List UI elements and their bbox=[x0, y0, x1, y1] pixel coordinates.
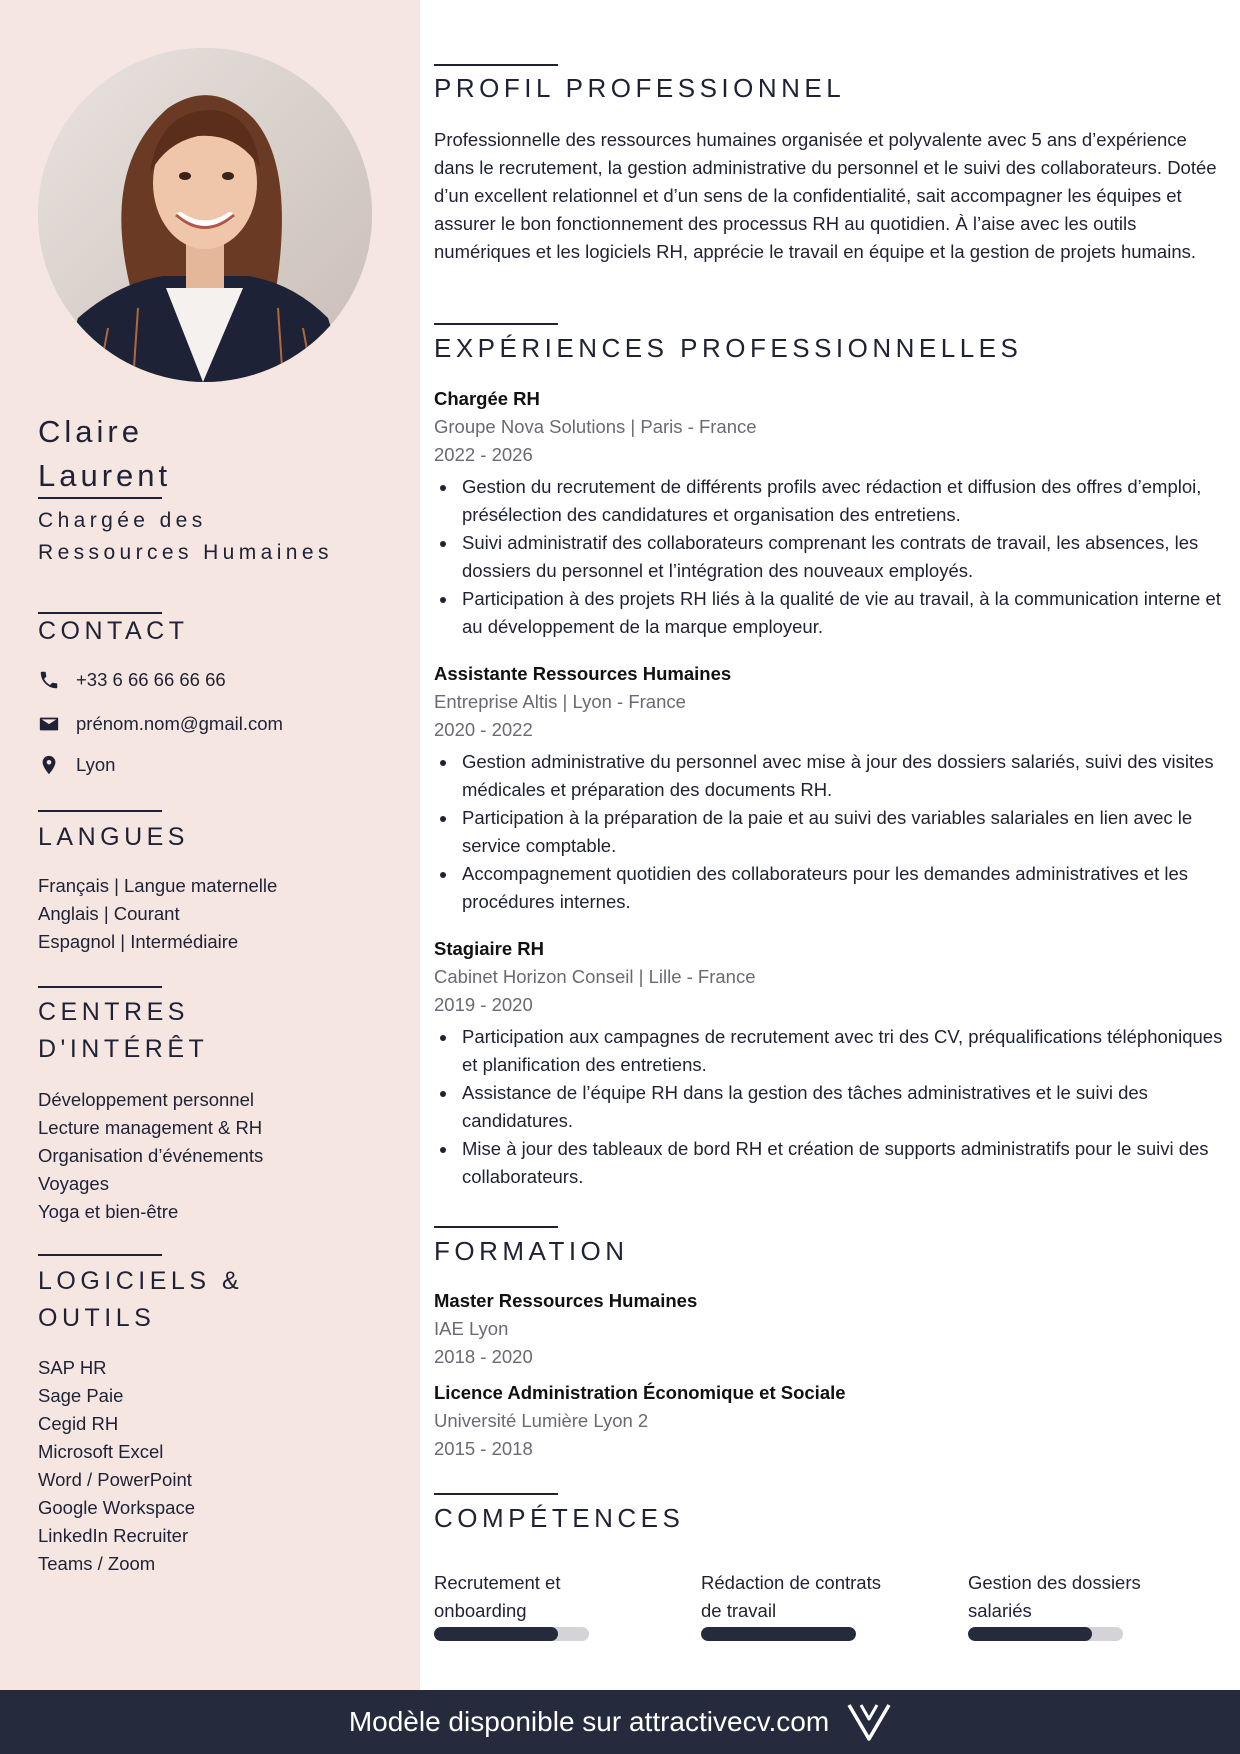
bullet-item: Participation aux campagnes de recrutement avec tri des CV, préqualifications téléphoniques et planification des entretiens. bbox=[434, 1023, 1234, 1079]
education-divider bbox=[434, 1226, 558, 1228]
job-entry-company: Cabinet Horizon Conseil | Lille - France bbox=[434, 966, 756, 987]
skill-label-line: Rédaction de contrats bbox=[701, 1572, 881, 1593]
skills-heading: COMPÉTENCES bbox=[434, 1503, 685, 1533]
skill-label-line: onboarding bbox=[434, 1600, 527, 1621]
education-degree: Master Ressources Humaines bbox=[434, 1290, 698, 1311]
list-item: Google Workspace bbox=[38, 1497, 195, 1518]
footer-text[interactable]: Modèle disponible sur attractivecv.com bbox=[348, 1706, 830, 1737]
list-item: LinkedIn Recruiter bbox=[38, 1525, 189, 1546]
interests-list bbox=[38, 1086, 398, 1226]
bullet-item: Suivi administratif des collaborateurs comprenant les contrats de travail, les absences, les dossiers du personnel et l’intégration des nouveaux employés. bbox=[434, 529, 1234, 585]
email-text: prénom.nom@gmail.com bbox=[76, 713, 283, 734]
skills-divider bbox=[434, 1493, 558, 1495]
job-entry bbox=[434, 660, 1234, 916]
list-item: Voyages bbox=[38, 1173, 109, 1194]
bullet-item: Mise à jour des tableaux de bord RH et création de supports administratifs pour le suivi des collaborateurs. bbox=[434, 1135, 1234, 1191]
languages-heading: LANGUES bbox=[38, 823, 189, 851]
main-content bbox=[420, 0, 1240, 1690]
list-item: Cegid RH bbox=[38, 1413, 119, 1434]
bullet-item: Participation à la préparation de la paie et au suivi des variables salariales en lien avec le service comptable. bbox=[434, 804, 1234, 860]
attractivecv-logo-icon bbox=[847, 1703, 891, 1741]
skill-level-bar bbox=[968, 1627, 1123, 1641]
mail-icon bbox=[38, 713, 60, 735]
skill-level-bar bbox=[701, 1627, 856, 1641]
bullet-item: Participation à des projets RH liés à la qualité de vie au travail, à la communication interne et au développement de la marque employeur. bbox=[434, 585, 1234, 641]
skill-level-bar bbox=[434, 1627, 589, 1641]
job-entry bbox=[434, 385, 1234, 641]
skill-label bbox=[701, 1569, 931, 1625]
interests-heading bbox=[38, 994, 378, 1068]
job-entry-title: Assistante Ressources Humaines bbox=[434, 663, 732, 684]
job-entry-dates: 2019 - 2020 bbox=[434, 994, 533, 1015]
skill-item bbox=[968, 1569, 1198, 1641]
heading-line: D'INTÉRÊT bbox=[38, 1035, 209, 1063]
contact-location bbox=[38, 752, 115, 778]
skill-label-line: Recrutement et bbox=[434, 1572, 561, 1593]
name-first: Claire bbox=[38, 414, 143, 449]
job-entry bbox=[434, 935, 1234, 1191]
education-school: IAE Lyon bbox=[434, 1318, 509, 1339]
languages-divider bbox=[38, 810, 162, 812]
list-item: Yoga et bien-être bbox=[38, 1201, 179, 1222]
job-entry-title: Stagiaire RH bbox=[434, 938, 545, 959]
name-last: Laurent bbox=[38, 458, 172, 493]
job-entry-company: Groupe Nova Solutions | Paris - France bbox=[434, 416, 757, 437]
list-item: Développement personnel bbox=[38, 1089, 254, 1110]
job-entry-bullets bbox=[434, 1023, 1234, 1191]
job-entry-bullets bbox=[434, 748, 1234, 916]
contact-phone[interactable] bbox=[38, 667, 226, 693]
languages-list bbox=[38, 872, 398, 956]
job-entry-bullets bbox=[434, 473, 1234, 641]
contact-email[interactable] bbox=[38, 711, 283, 737]
skill-label-line: Gestion des dossiers bbox=[968, 1572, 1141, 1593]
profile-text: Professionnelle des ressources humaines organisée et polyvalente avec 5 ans d’expérience dans le recrutement, la gestion administrative du personnel et le suivi des collaborateurs. Dotée d’un excellent relationnel et d’un sens de la confidentialité, sait accompagner les équipes et assurer le bon fonctionnement des processus RH au quotidien. À l’aise avec les outils numériques et les logiciels RH, apprécie le travail en équipe et la gestion de projets humains. bbox=[434, 129, 1217, 262]
education-degree: Licence Administration Économique et Sociale bbox=[434, 1382, 846, 1403]
job-entry-dates: 2022 - 2026 bbox=[434, 444, 533, 465]
skill-level-fill bbox=[701, 1627, 856, 1641]
list-item: Organisation d’événements bbox=[38, 1145, 264, 1166]
list-item: Anglais | Courant bbox=[38, 903, 180, 924]
list-item: Teams / Zoom bbox=[38, 1553, 156, 1574]
job-title bbox=[38, 505, 408, 569]
interests-divider bbox=[38, 986, 162, 988]
footer-banner[interactable] bbox=[0, 1690, 1240, 1754]
skill-item bbox=[434, 1569, 664, 1641]
list-item: SAP HR bbox=[38, 1357, 107, 1378]
skill-level-fill bbox=[434, 1627, 558, 1641]
skill-level-fill bbox=[968, 1627, 1092, 1641]
list-item: Lecture management & RH bbox=[38, 1117, 263, 1138]
education-heading: FORMATION bbox=[434, 1236, 629, 1266]
software-divider bbox=[38, 1254, 162, 1256]
list-item: Français | Langue maternelle bbox=[38, 875, 278, 896]
heading-line: OUTILS bbox=[38, 1304, 156, 1332]
skill-label bbox=[968, 1569, 1198, 1625]
education-entry bbox=[434, 1379, 1224, 1463]
profile-photo bbox=[38, 48, 372, 382]
bullet-item: Gestion du recrutement de différents profils avec rédaction et diffusion des offres d’emploi, présélection des candidatures et organisation des entretiens. bbox=[434, 473, 1234, 529]
sidebar bbox=[0, 0, 420, 1690]
list-item: Microsoft Excel bbox=[38, 1441, 164, 1462]
education-entry bbox=[434, 1287, 1224, 1371]
list-item: Espagnol | Intermédiaire bbox=[38, 931, 239, 952]
job-title-line: Chargée des bbox=[38, 509, 207, 532]
list-item: Sage Paie bbox=[38, 1385, 124, 1406]
contact-heading: CONTACT bbox=[38, 617, 189, 645]
education-dates: 2015 - 2018 bbox=[434, 1438, 533, 1459]
skill-label bbox=[434, 1569, 664, 1625]
bullet-item: Gestion administrative du personnel avec mise à jour des dossiers salariés, suivi des visites médicales et préparation des documents RH. bbox=[434, 748, 1234, 804]
bullet-item: Assistance de l’équipe RH dans la gestion des tâches administratives et le suivi des candidatures. bbox=[434, 1079, 1234, 1135]
list-item: Word / PowerPoint bbox=[38, 1469, 192, 1490]
location-pin-icon bbox=[38, 754, 60, 776]
experience-divider bbox=[434, 323, 558, 325]
job-entry-title: Chargée RH bbox=[434, 388, 540, 409]
phone-text: +33 6 66 66 66 66 bbox=[76, 669, 226, 690]
education-dates: 2018 - 2020 bbox=[434, 1346, 533, 1367]
software-heading bbox=[38, 1263, 378, 1337]
profile-heading: PROFIL PROFESSIONNEL bbox=[434, 73, 846, 103]
job-entry-company: Entreprise Altis | Lyon - France bbox=[434, 691, 686, 712]
profile-divider bbox=[434, 64, 558, 66]
phone-icon bbox=[38, 669, 60, 691]
software-list bbox=[38, 1354, 398, 1578]
skill-item bbox=[701, 1569, 931, 1641]
heading-line: LOGICIELS & bbox=[38, 1267, 244, 1295]
portrait-illustration bbox=[38, 48, 372, 382]
job-entry-dates: 2020 - 2022 bbox=[434, 719, 533, 740]
heading-line: CENTRES bbox=[38, 998, 189, 1026]
skill-label-line: salariés bbox=[968, 1600, 1032, 1621]
bullet-item: Accompagnement quotidien des collaborateurs pour les demandes administratives et les procédures internes. bbox=[434, 860, 1234, 916]
skill-label-line: de travail bbox=[701, 1600, 777, 1621]
job-title-line: Ressources Humaines bbox=[38, 541, 333, 564]
experience-heading: EXPÉRIENCES PROFESSIONNELLES bbox=[434, 333, 1023, 363]
location-text: Lyon bbox=[76, 754, 116, 775]
name-divider bbox=[38, 497, 162, 499]
education-school: Université Lumière Lyon 2 bbox=[434, 1410, 649, 1431]
